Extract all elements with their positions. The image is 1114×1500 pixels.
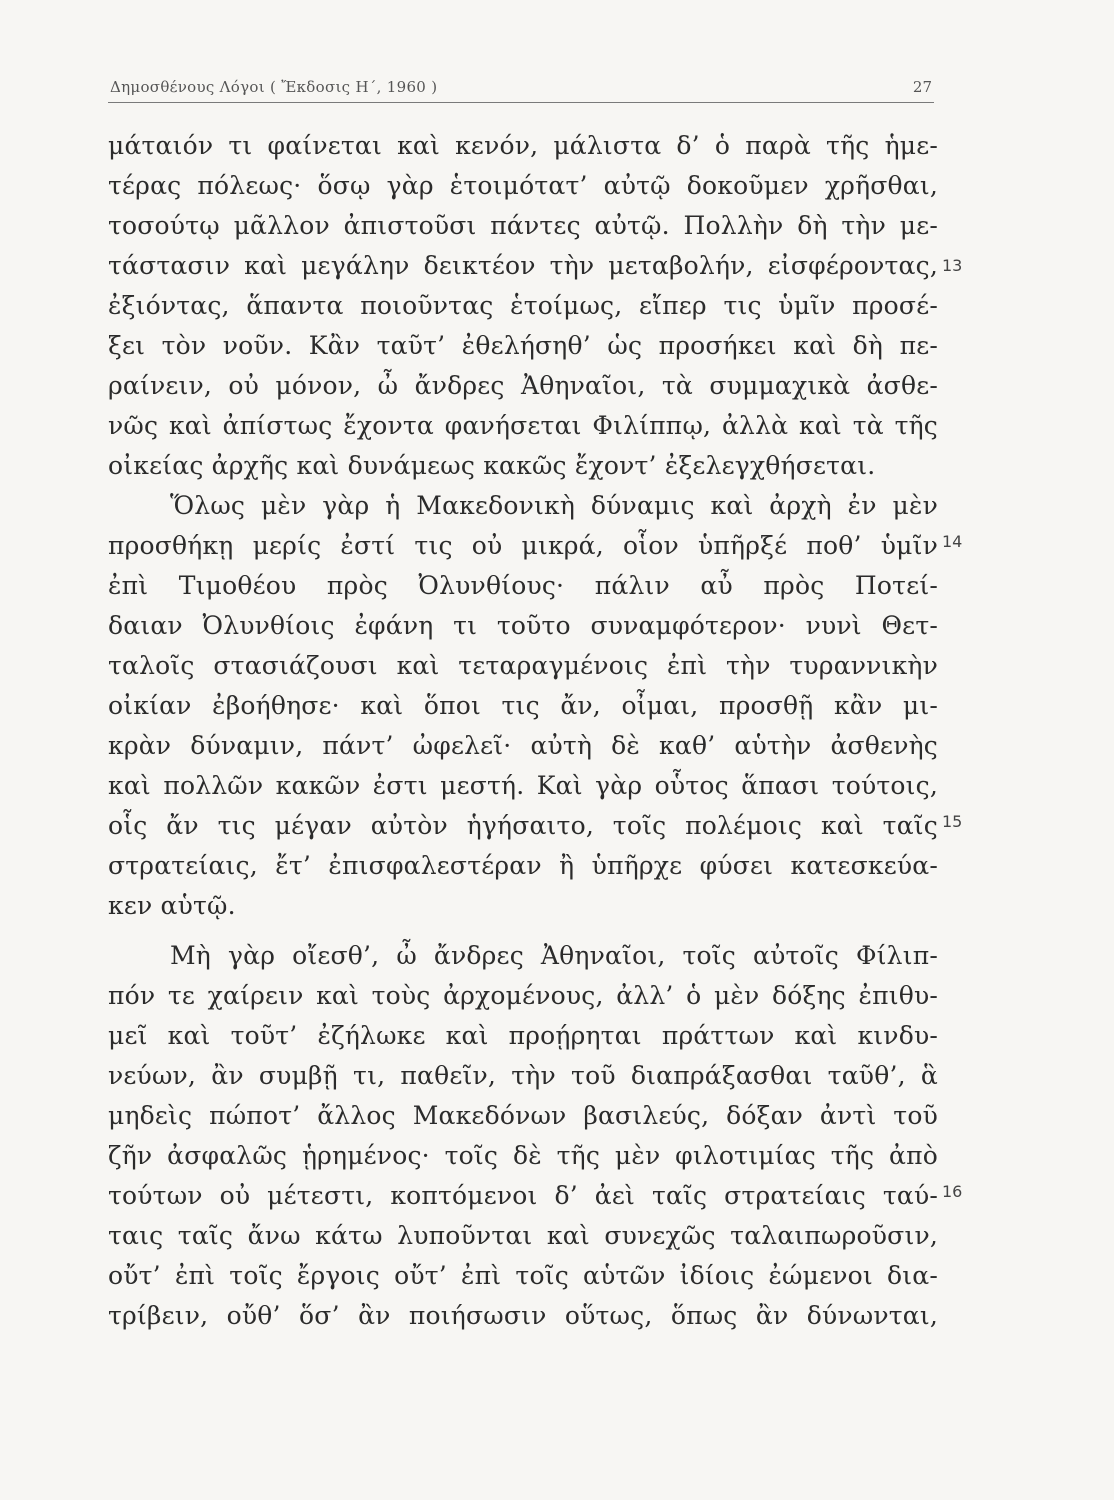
section-number: 16	[942, 1182, 963, 1201]
text-line: τάστασιν καὶ μεγάλην δεικτέον τὴν μεταβολήν, εἰσφέροντας,	[108, 251, 938, 280]
text-line: οἰκείας ἀρχῆς καὶ δυνάμεως κακῶς ἔχοντ’ ἐξελεγχθήσεται.	[108, 451, 876, 480]
text-line: κρὰν δύναμιν, πάντ’ ὠφελεῖ· αὐτὴ δὲ καθ’ αὑτὴν ἀσθενὴς	[108, 731, 938, 760]
text-line: ξει τὸν νοῦν. Κἂν ταῦτ’ ἐθελήσηθ’ ὡς προσήκει καὶ δὴ πε-	[108, 331, 938, 360]
text-line: Ὅλως μὲν γὰρ ἡ Μακεδονικὴ δύναμις καὶ ἀρχὴ ἐν μὲν	[170, 491, 938, 520]
text-line: Μὴ γὰρ οἴεσθ’, ὦ ἄνδρες Ἀθηναῖοι, τοῖς αὐτοῖς Φίλιπ-	[170, 941, 938, 970]
section-number: 14	[942, 532, 963, 551]
text-line: ζῆν ἀσφαλῶς ᾑρημένος· τοῖς δὲ τῆς μὲν φιλοτιμίας τῆς ἀπὸ	[108, 1141, 938, 1170]
running-title: Δημοσθένους Λόγοι ( Ἔκδοσις Η΄, 1960 )	[110, 78, 438, 96]
text-line: τούτων οὐ μέτεστι, κοπτόμενοι δ’ ἀεὶ ταῖς στρατείαις ταύ-	[108, 1181, 938, 1210]
text-line: μάταιόν τι φαίνεται καὶ κενόν, μάλιστα δ’ ὁ παρὰ τῆς ἡμε-	[108, 131, 938, 160]
text-line: νεύων, ἂν συμβῇ τι, παθεῖν, τὴν τοῦ διαπράξασθαι ταῦθ’, ἃ	[108, 1061, 938, 1090]
text-line: μεῖ καὶ τοῦτ’ ἐζήλωκε καὶ προῄρηται πράττων καὶ κινδυ-	[108, 1021, 938, 1050]
text-line: ταλοῖς στασιάζουσι καὶ τεταραγμένοις ἐπὶ τὴν τυραννικὴν	[108, 651, 938, 680]
text-line: ἐπὶ Τιμοθέου πρὸς Ὀλυνθίους· πάλιν αὖ πρὸς Ποτεί-	[108, 571, 938, 600]
section-number: 13	[942, 256, 963, 275]
text-line: οὔτ’ ἐπὶ τοῖς ἔργοις οὔτ’ ἐπὶ τοῖς αὑτῶν ἰδίοις ἐώμενοι δια-	[108, 1261, 938, 1290]
text-line: νῶς καὶ ἀπίστως ἔχοντα φανήσεται Φιλίππῳ, ἀλλὰ καὶ τὰ τῆς	[108, 411, 938, 440]
running-header	[108, 74, 934, 103]
text-line: προσθήκῃ μερίς ἐστί τις οὐ μικρά, οἷον ὑπῆρξέ ποθ’ ὑμῖν	[108, 531, 938, 560]
text-line: στρατείαις, ἔτ’ ἐπισφαλεστέραν ἢ ὑπῆρχε φύσει κατεσκεύα-	[108, 851, 938, 880]
text-line: οἰκίαν ἐβοήθησε· καὶ ὅποι τις ἄν, οἶμαι, προσθῇ κἂν μι-	[108, 691, 938, 720]
text-line: τέρας πόλεως· ὅσῳ γὰρ ἑτοιμότατ’ αὐτῷ δοκοῦμεν χρῆσθαι,	[108, 171, 938, 200]
text-line: οἷς ἄν τις μέγαν αὐτὸν ἡγήσαιτο, τοῖς πολέμοις καὶ ταῖς	[108, 811, 938, 840]
section-number: 15	[942, 812, 963, 831]
text-line: καὶ πολλῶν κακῶν ἐστι μεστή. Καὶ γὰρ οὗτος ἅπασι τούτοις,	[108, 771, 938, 800]
text-line: τρίβειν, οὔθ’ ὅσ’ ἂν ποιήσωσιν οὕτως, ὅπως ἂν δύνωνται,	[108, 1301, 938, 1330]
text-line: τοσούτῳ μᾶλλον ἀπιστοῦσι πάντες αὐτῷ. Πολλὴν δὴ τὴν με-	[108, 211, 938, 240]
text-line: ραίνειν, οὐ μόνον, ὦ ἄνδρες Ἀθηναῖοι, τὰ συμμαχικὰ ἀσθε-	[108, 371, 938, 400]
text-line: δαιαν Ὀλυνθίοις ἐφάνη τι τοῦτο συναμφότερον· νυνὶ Θετ-	[108, 611, 938, 640]
text-line: ἐξιόντας, ἅπαντα ποιοῦντας ἑτοίμως, εἴπερ τις ὑμῖν προσέ-	[108, 291, 938, 320]
text-line: πόν τε χαίρειν καὶ τοὺς ἀρχομένους, ἀλλ’ ὁ μὲν δόξης ἐπιθυ-	[108, 981, 938, 1010]
text-line: μηδεὶς πώποτ’ ἄλλος Μακεδόνων βασιλεύς, δόξαν ἀντὶ τοῦ	[108, 1101, 938, 1130]
text-line: κεν αὑτῷ.	[108, 891, 236, 920]
page-number: 27	[912, 78, 932, 96]
text-line: ταις ταῖς ἄνω κάτω λυποῦνται καὶ συνεχῶς ταλαιπωροῦσιν,	[108, 1221, 938, 1250]
